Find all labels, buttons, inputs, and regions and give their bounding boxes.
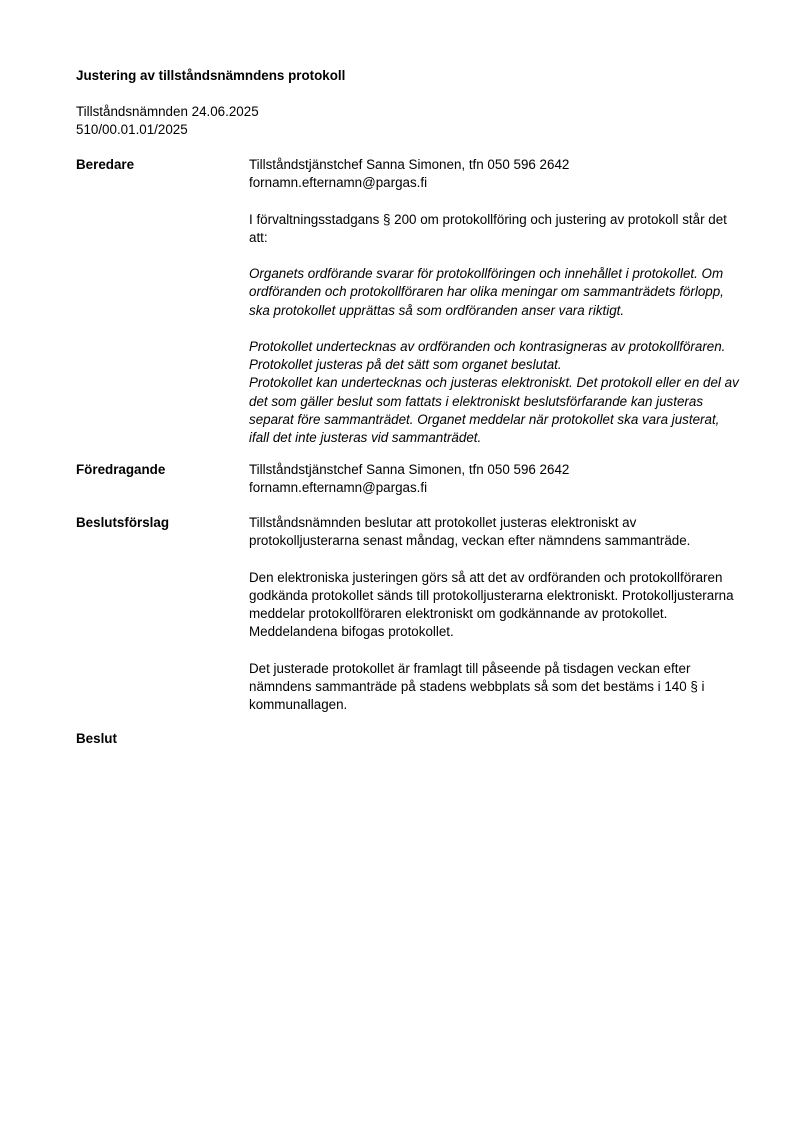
section-content-beredare [249,156,741,447]
section-label-foredragande: Föredragande [76,462,166,477]
meeting-info: Tillståndsnämnden 24.06.2025 [76,104,259,119]
reference-number: 510/00.01.01/2025 [76,122,188,138]
section-content-beslutsforslag [249,514,741,714]
section-label-beslut: Beslut [76,731,117,746]
beredare-quote-2-line-3: Protokollet kan undertecknas och justeras elektroniskt. Det protokoll eller en del av det som gäller beslut som fattats i elektroniskt beslutsförfarande kan justeras separat före sammanträdet. Organet meddelar när protokollet ska vara justerat, ifall det inte justeras vid sammanträdet. [249,375,739,445]
document-title: Justering av tillståndsnämndens protokoll [76,68,346,83]
beredare-quote-1: Organets ordförande svarar för protokollföringen och innehållet i protokollet. Om ordföranden och protokollföraren har olika meningar om sammanträdets förlopp, ska protokollet upprättas så som ordföranden anser vara riktigt. [249,266,724,318]
document-meta [76,103,259,139]
foredragande-contact [249,461,741,497]
section-label-beredare: Beredare [76,157,135,172]
beslutsforslag-paragraph-2: Den elektroniska justeringen görs så att det av ordföranden och protokollföraren godkända protokollet sänds till protokolljusterarna elektroniskt. Protokolljusterarna meddelar protokollföraren elektroniskt om godkännande av protokollet. Meddelandena bifogas protokollet. [249,569,734,640]
beslutsforslag-paragraph-3: Det justerade protokollet är framlagt till påseende på tisdagen veckan efter nämndens sammanträde på stadens webbplats så som det bestäms i 140 § i kommunallagen. [249,660,705,712]
foredragande-contact-name: Tillståndstjänstchef Sanna Simonen, tfn 050 596 2642 [249,462,570,477]
beredare-contact-name: Tillståndstjänstchef Sanna Simonen, tfn 050 596 2642 [249,157,570,172]
section-content-foredragande [249,461,741,497]
beredare-quote-2 [249,338,741,447]
beslutsforslag-paragraph-1: Tillståndsnämnden beslutar att protokollet justeras elektroniskt av protokolljusterarna senast måndag, veckan efter nämndens sammanträde. [249,515,691,549]
beredare-contact [249,156,741,192]
beredare-intro: I förvaltningsstadgans § 200 om protokollföring och justering av protokoll står det att: [249,211,727,245]
section-label-beslutsforslag: Beslutsförslag [76,515,170,530]
beredare-quote-2-line-1: Protokollet undertecknas av ordföranden och kontrasigneras av protokollföraren. [249,338,726,354]
beredare-quote-2-line-2: Protokollet justeras på det sätt som organet beslutat. [249,357,562,373]
beredare-contact-email: fornamn.efternamn@pargas.fi [249,175,428,191]
foredragande-contact-email: fornamn.efternamn@pargas.fi [249,480,428,496]
